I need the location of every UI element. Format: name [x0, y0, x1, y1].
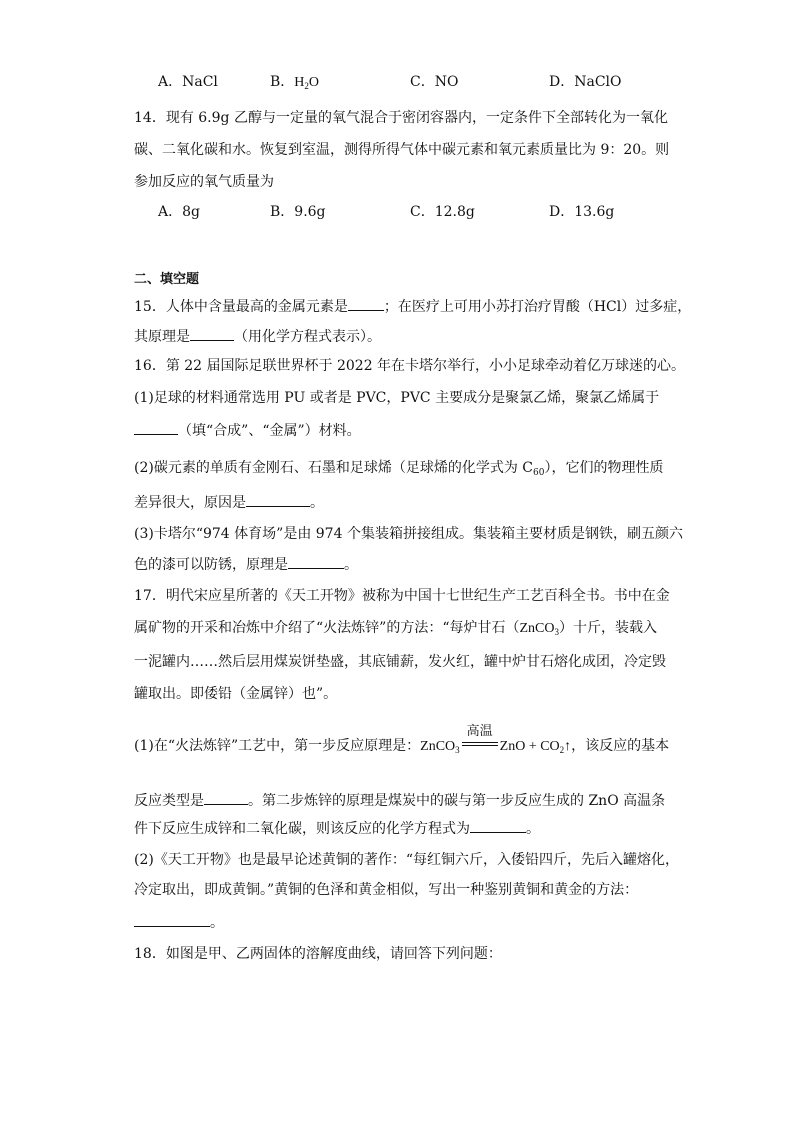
q17-part2-line-1: (2)《天工开物》也是最早论述黄铜的著作：“每红铜六斤，入倭铅四斤，先后入罐熔化，: [134, 852, 679, 868]
q16-stem: 16．第 22 届国际足联世界杯于 2022 年在卡塔尔举行，小小足球牵动着亿万球迷的心。: [134, 358, 686, 374]
q16-part1-text: （填“合成”、“金属”）材料。: [178, 423, 361, 439]
eq-double-bar: [462, 742, 498, 746]
q16-part2-text-c: 差异很大，原因是: [134, 495, 246, 511]
q17-znco-sub: 3: [554, 627, 559, 637]
eq-condition: 高温: [466, 723, 493, 738]
q13-option-b: [270, 72, 319, 96]
eq-left-sub: 3: [455, 745, 460, 755]
q17-line-4: 罐取出。即倭铅（金属锌）也”。: [134, 686, 338, 702]
eq-right-sub: 2: [559, 745, 565, 755]
q16-part2-line-1: [134, 458, 663, 483]
q13-option-c: C．NO: [410, 74, 459, 90]
q17-text-a: 属矿物的开采和冶炼中介绍了“火法炼锌”的方法：“每炉甘石（: [134, 620, 520, 636]
reaction-equation: [420, 723, 572, 760]
q13-b-sub: 2: [304, 81, 309, 91]
q13-b-o: O: [308, 75, 320, 90]
q15-text-b: ；在医疗上可用小苏打治疗胃酸（HCl）过多症，: [383, 299, 692, 315]
q14-line-1: 14．现有 6.9g 乙醇与一定量的氧气混合于密闭容器内，一定条件下全部转化为一氧化: [134, 110, 668, 126]
q17-part2-line-3: [134, 912, 224, 933]
q14-option-d: D．13.6g: [549, 204, 615, 220]
q13-option-b-letter: B．: [270, 74, 295, 90]
q16-c60-sub: 60: [533, 468, 545, 478]
q16-part2-text-b: ），它们的物理性质: [544, 460, 664, 476]
q17-znco-text: ZnCO: [519, 621, 555, 636]
q13-option-b-formula: [294, 75, 319, 90]
q16-blank-2[interactable]: [246, 492, 310, 507]
q16-part3-line-2: [134, 554, 358, 575]
q17-line-1: 17．明代宋应星所著的《天工开物》被称为中国十七世纪生产工艺百科全书。书中在金: [134, 588, 670, 604]
q16-part2-text-d: 。: [310, 495, 324, 511]
q16-blank-3[interactable]: [288, 554, 344, 569]
q13-option-d: D．NaClO: [549, 74, 622, 90]
q17-blank-3[interactable]: [134, 912, 210, 927]
q17-part1-text-e: 件下反应生成锌和二氧化碳，则该反应的化学方程式为: [134, 821, 470, 837]
q16-blank-1[interactable]: [134, 420, 178, 435]
q17-part1-text-f: 。: [526, 821, 540, 837]
q13-option-a: A．NaCl: [158, 74, 218, 90]
q17-znco3: [519, 621, 559, 636]
q13-b-h: H: [294, 75, 305, 90]
q17-part1-line-1: [134, 723, 670, 760]
q17-part1-line-2: [134, 790, 665, 811]
q15-text-d: （用化学方程式表示）。: [234, 329, 381, 345]
q17-line-2: [134, 618, 657, 642]
eq-condition-wrap: [460, 723, 500, 757]
q15-text-c: 其原理是: [134, 329, 190, 345]
eq-left: ZnCO: [420, 739, 456, 754]
q14-option-c: C．12.8g: [410, 204, 475, 220]
q18-line-1: 18．如图是甲、乙两固体的溶解度曲线，请回答下列问题：: [134, 946, 502, 962]
q15-blank-2[interactable]: [190, 326, 234, 341]
q17-part1-line-3: [134, 818, 540, 839]
q14-line-2: 碳、二氧化碳和水。恢复到室温，测得所得气体中碳元素和氧元素质量比为 9：20。则: [134, 142, 670, 158]
q17-text-b: ）十斤，装载入: [558, 620, 657, 636]
q14-option-a: A．8g: [158, 204, 200, 220]
q14-line-3: 参加反应的氧气质量为: [134, 174, 274, 190]
q16-part3-text-b: 。: [344, 557, 358, 573]
q16-part1-line-2: [134, 420, 361, 441]
eq-right: ZnO + CO: [499, 739, 560, 754]
q17-part2-line-2: 冷定取出，即成黄铜。”黄铜的色泽和黄金相似，写出一种鉴别黄铜和黄金的方法：: [134, 882, 639, 898]
q16-part3-line-1: (3)卡塔尔“974 体育场”是由 974 个集装箱拼接组成。集装箱主要材质是钢铁，刷五颜六: [134, 526, 683, 542]
q16-part1-line-1: (1)足球的材料通常选用 PU 或者是 PVC，PVC 主要成分是聚氯乙烯，聚氯乙烯属于: [134, 390, 660, 406]
q17-blank-2[interactable]: [470, 818, 526, 833]
q16-part2-line-2: [134, 492, 324, 513]
q16-part2-text-a: (2)碳元素的单质有金刚石、石墨和足球烯（足球烯的化学式为 C: [134, 460, 533, 476]
gas-arrow-icon: ↑: [564, 739, 572, 754]
q17-part1-text-a: (1)在“火法炼锌”工艺中，第一步反应原理是：: [134, 738, 421, 754]
q15-blank-1[interactable]: [348, 296, 384, 311]
q17-part2-end: 。: [210, 915, 224, 931]
q17-part1-text-b: ，该反应的基本: [571, 738, 670, 754]
q15-text-a: 15．人体中含量最高的金属元素是: [134, 299, 348, 315]
q16-part3-text-a: 色的漆可以防锈，原理是: [134, 557, 288, 573]
q17-part1-text-d: 。第二步炼锌的原理是煤炭中的碳与第一步反应生成的 ZnO 高温条: [248, 793, 666, 809]
q17-part1-text-c: 反应类型是: [134, 793, 204, 809]
q15-line-2: [134, 326, 381, 347]
q17-blank-1[interactable]: [204, 790, 248, 805]
q14-option-b: B．9.6g: [270, 204, 326, 220]
q15-line-1: [134, 296, 691, 317]
section-heading-fill-blank: 二、填空题: [134, 272, 200, 287]
q17-line-3: 一泥罐内……然后层用煤炭饼垫盛，其底铺薪，发火红，罐中炉甘石熔化成团，冷定毁: [134, 654, 666, 670]
